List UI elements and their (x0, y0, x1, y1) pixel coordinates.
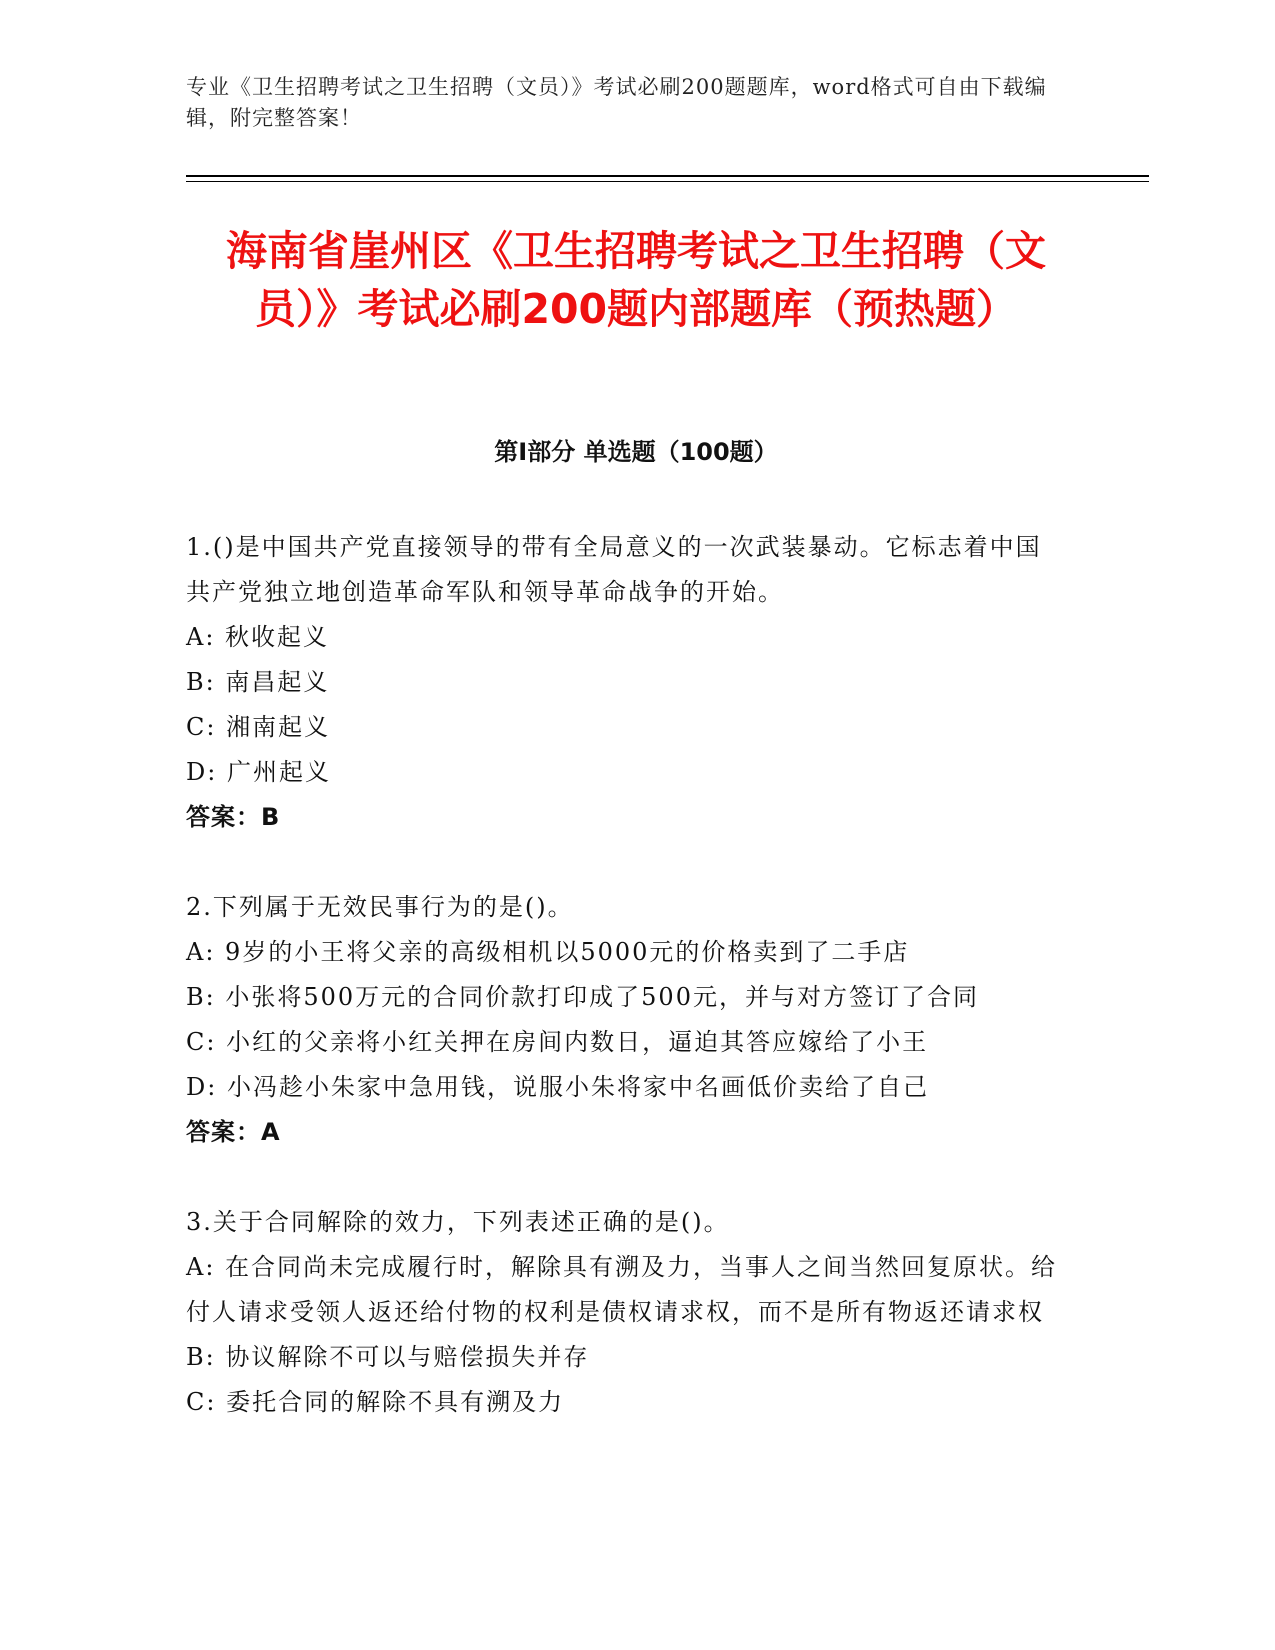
option-d: D: 广州起义 (186, 758, 331, 786)
question-stem: 2.下列属于无效民事行为的是()。 (186, 893, 574, 921)
option-a: A: 秋收起义 (186, 623, 330, 651)
option-a: A: 在合同尚未完成履行时，解除具有溯及力，当事人之间当然回复原状。给付人请求受领人返还给付物的权利是债权请求权，而不是所有物返还请求权 (186, 1253, 1058, 1326)
option-b: B: 小张将500万元的合同价款打印成了500元，并与对方签订了合同 (186, 983, 979, 1011)
question-list (186, 525, 1066, 1470)
header-note: 专业《卫生招聘考试之卫生招聘（文员）》考试必刷200题题库，word格式可自由下载编辑，附完整答案！ (186, 75, 1047, 130)
question-1 (186, 525, 1066, 840)
question-3 (186, 1200, 1066, 1425)
option-c: C: 小红的父亲将小红关押在房间内数日，逼迫其答应嫁给了小王 (186, 1028, 929, 1056)
option-b: B: 协议解除不可以与赔偿损失并存 (186, 1343, 590, 1371)
document-title: 海南省崖州区《卫生招聘考试之卫生招聘（文员）》考试必刷200题内部题库（预热题） (226, 227, 1046, 333)
option-d: D: 小冯趁小朱家中急用钱，说服小朱将家中名画低价卖给了自己 (186, 1073, 929, 1101)
option-a: A: 9岁的小王将父亲的高级相机以5000元的价格卖到了二手店 (186, 938, 910, 966)
option-c: C: 湘南起义 (186, 713, 331, 741)
section-title: 第Ⅰ部分 单选题（100题） (494, 438, 778, 466)
option-c: C: 委托合同的解除不具有溯及力 (186, 1388, 565, 1416)
answer-label: 答案：A (186, 1118, 281, 1146)
answer-label: 答案：B (186, 803, 281, 831)
question-stem: 1.()是中国共产党直接领导的带有全局意义的一次武装暴动。它标志着中国共产党独立地创造革命军队和领导革命战争的开始。 (186, 533, 1042, 606)
option-b: B: 南昌起义 (186, 668, 330, 696)
header-rule-thin (186, 181, 1149, 182)
question-stem: 3.关于合同解除的效力，下列表述正确的是()。 (186, 1208, 730, 1236)
question-2 (186, 885, 1066, 1155)
header-rule-thick (186, 175, 1149, 177)
